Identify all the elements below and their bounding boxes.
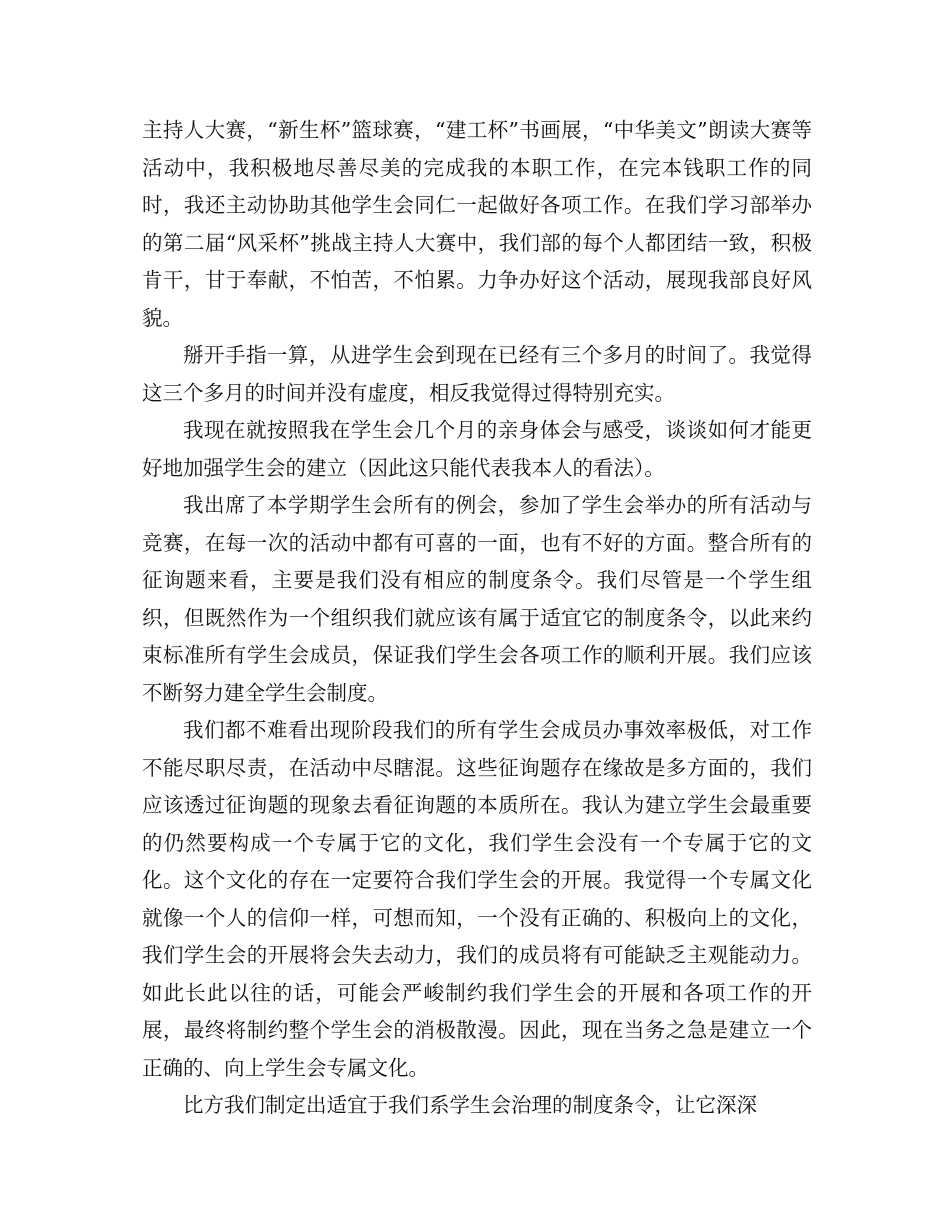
paragraph: 掰开手指一算，从进学生会到现在已经有三个多月的时间了。我觉得这三个多月的时间并没有虚度，相反我觉得过得特别充实。 bbox=[142, 343, 812, 405]
paragraph: 比方我们制定出适宜于我们系学生会治理的制度条令，让它深深 bbox=[183, 1093, 757, 1117]
paragraph: 我出席了本学期学生会所有的例会，参加了学生会举办的所有活动与竞赛，在每一次的活动中都有可喜的一面，也有不好的方面。整合所有的征询题来看，主要是我们没有相应的制度条令。我们尽管是一个学生组织，但既然作为一个组织我们就应该有属于适宜它的制度条令，以此来约束标准所有学生会成员，保证我们学生会各项工作的顺利开展。我们应该不断努力建全学生会制度。 bbox=[142, 493, 812, 705]
paragraph: 我们都不难看出现阶段我们的所有学生会成员办事效率极低，对工作不能尽职尽责，在活动中尽瞎混。这些征询题存在缘故是多方面的，我们应该透过征询题的现象去看征询题的本质所在。我认为建立学生会最重要的仍然要构成一个专属于它的文化，我们学生会没有一个专属于它的文化。这个文化的存在一定要符合我们学生会的开展。我觉得一个专属文化就像一个人的信仰一样，可想而知，一个没有正确的、积极向上的文化，我们学生会的开展将会失去动力，我们的成员将有可能缺乏主观能动力。如此长此以往的话，可能会严峻制约我们学生会的开展和各项工作的开展，最终将制约整个学生会的消极散漫。因此，现在当务之急是建立一个正确的、向上学生会专属文化。 bbox=[142, 718, 812, 1080]
document-page bbox=[142, 112, 812, 1125]
paragraph: 我现在就按照我在学生会几个月的亲身体会与感受，谈谈如何才能更好地加强学生会的建立（因此这只能代表我本人的看法）。 bbox=[142, 418, 812, 480]
paragraph: 主持人大赛，“新生杯”篮球赛，“建工杯”书画展，“中华美文”朗读大赛等活动中，我积极地尽善尽美的完成我的本职工作，在完本钱职工作的同时，我还主动协助其他学生会同仁一起做好各项工作。在我们学习部举办的第二届“风采杯”挑战主持人大赛中，我们部的每个人都团结一致，积极肯干，甘于奉献，不怕苦，不怕累。力争办好这个活动，展现我部良好风貌。 bbox=[142, 118, 812, 330]
